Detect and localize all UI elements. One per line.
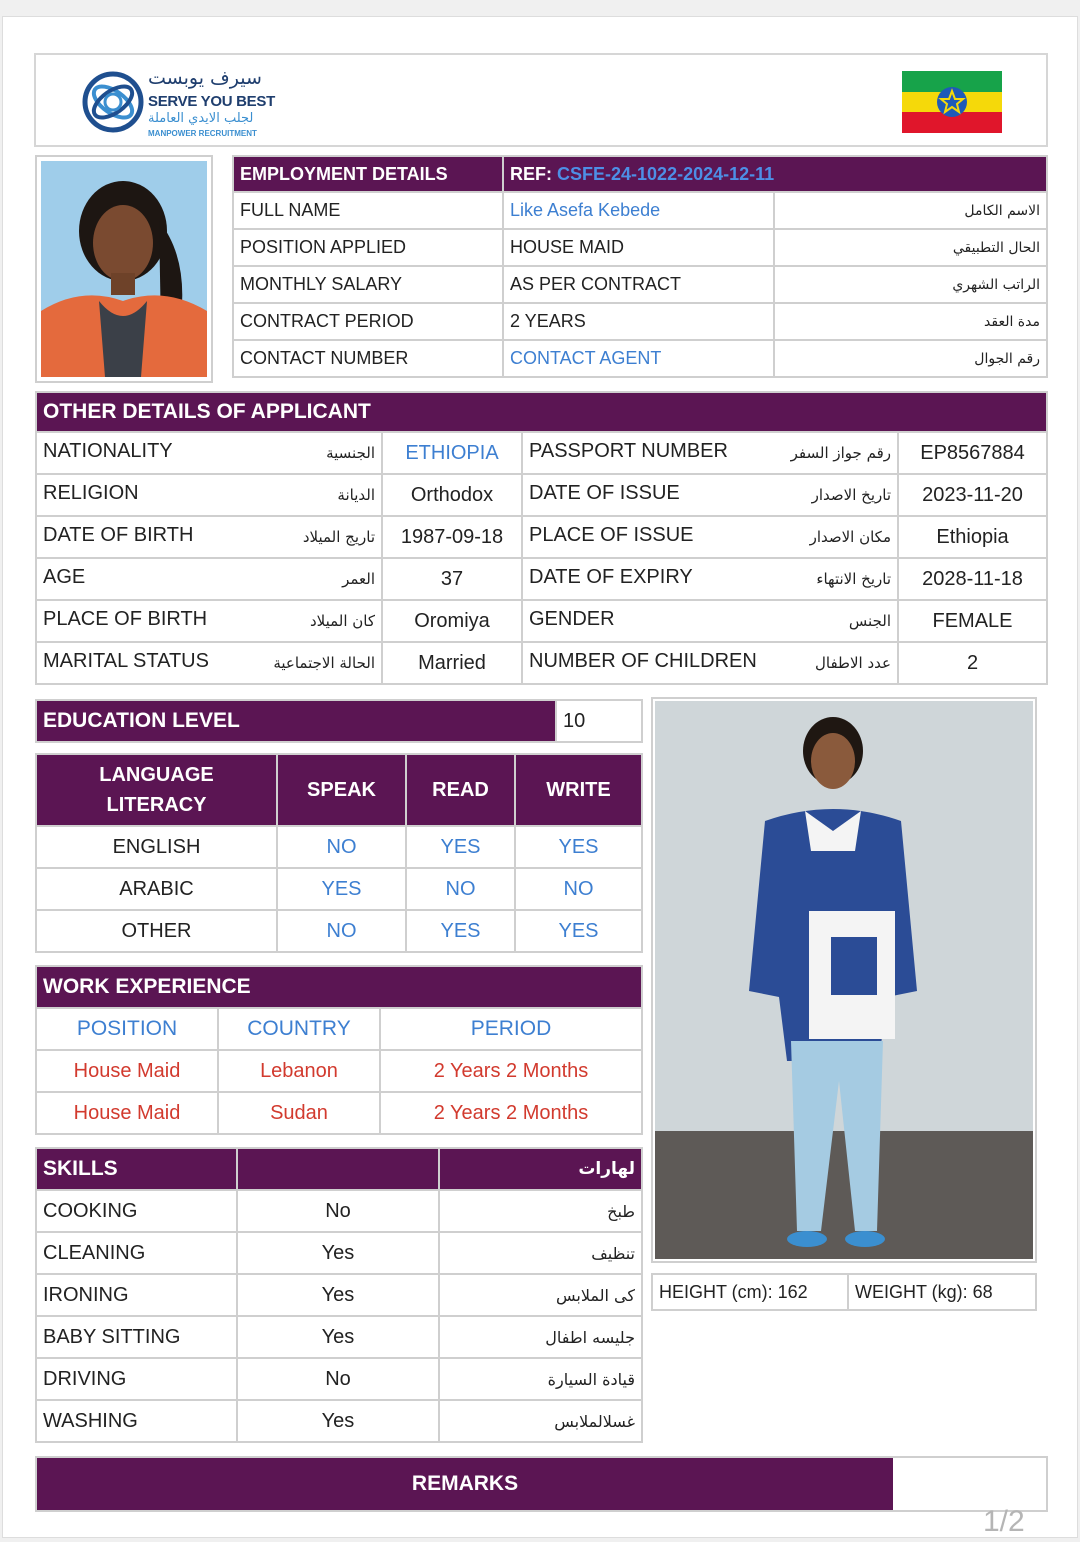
employment-field-arabic-label: الراتب الشهري	[774, 266, 1047, 303]
employment-field-arabic-label: مدة العقد	[774, 303, 1047, 340]
applicant-detail-row	[36, 642, 1047, 684]
work-position: House Maid	[36, 1092, 218, 1134]
employment-field-value: HOUSE MAID	[503, 229, 774, 266]
work-country: Sudan	[218, 1092, 380, 1134]
skill-row	[36, 1274, 642, 1316]
detail-label-text: NUMBER OF CHILDREN	[529, 650, 757, 672]
applicant-detail-row	[36, 432, 1047, 474]
work-experience-row	[36, 1050, 642, 1092]
applicant-detail-row	[36, 516, 1047, 558]
logo-company-name: SERVE YOU BEST	[148, 93, 275, 110]
employment-field-value: AS PER CONTRACT	[503, 266, 774, 303]
detail-label-arabic: الجنسية	[326, 444, 375, 462]
employment-field-label: FULL NAME	[233, 192, 503, 229]
detail-value-left: Orthodox	[382, 474, 522, 516]
detail-label-left	[36, 600, 382, 642]
other-details-table	[35, 391, 1048, 685]
employment-row	[233, 229, 1047, 266]
skill-name: COOKING	[36, 1190, 237, 1232]
detail-label-arabic: الديانة	[337, 486, 375, 504]
ethiopia-flag-icon	[902, 71, 1002, 133]
skill-name: BABY SITTING	[36, 1316, 237, 1358]
document-page	[2, 16, 1078, 1538]
read-column-heading: READ	[406, 754, 515, 826]
language-heading-line2: LITERACY	[106, 794, 207, 816]
work-experience-rows	[36, 1050, 642, 1134]
skill-arabic-name: قيادة السيارة	[439, 1358, 642, 1400]
employment-field-arabic-label: رقم الجوال	[774, 340, 1047, 377]
height-value: HEIGHT (cm): 162	[652, 1274, 848, 1310]
skill-value: No	[237, 1190, 439, 1232]
detail-label-text: PLACE OF ISSUE	[529, 524, 694, 546]
skill-row	[36, 1400, 642, 1442]
skills-heading-arabic: لهارات	[439, 1148, 642, 1190]
detail-value-right: Ethiopia	[898, 516, 1047, 558]
detail-label-arabic: الجنس	[848, 612, 891, 630]
skill-value: Yes	[237, 1400, 439, 1442]
detail-label-text: NATIONALITY	[43, 440, 173, 462]
language-skill-value: NO	[406, 868, 515, 910]
applicant-full-body-photo	[651, 697, 1037, 1263]
language-skill-value: NO	[277, 826, 406, 868]
detail-label-arabic: رقم جواز السفر	[790, 444, 891, 462]
employment-row	[233, 303, 1047, 340]
height-weight-table	[651, 1273, 1037, 1311]
skills-heading: SKILLS	[36, 1148, 237, 1190]
detail-label-right	[522, 432, 898, 474]
period-column-heading: PERIOD	[380, 1008, 642, 1050]
reference-label: REF:	[510, 163, 552, 184]
work-country: Lebanon	[218, 1050, 380, 1092]
work-position: House Maid	[36, 1050, 218, 1092]
language-rows	[36, 826, 642, 952]
detail-label-text: MARITAL STATUS	[43, 650, 209, 672]
language-skill-value: YES	[515, 910, 642, 952]
work-period: 2 Years 2 Months	[380, 1092, 642, 1134]
language-literacy-table	[35, 753, 643, 953]
page-number: 1/2	[983, 1505, 1025, 1538]
employment-field-label: CONTRACT PERIOD	[233, 303, 503, 340]
detail-label-left	[36, 558, 382, 600]
detail-value-right: FEMALE	[898, 600, 1047, 642]
skills-rows	[36, 1190, 642, 1442]
skill-row	[36, 1190, 642, 1232]
education-level-table	[35, 699, 643, 743]
work-experience-row	[36, 1092, 642, 1134]
detail-value-right: 2023-11-20	[898, 474, 1047, 516]
portrait-image	[41, 161, 207, 377]
detail-value-left: Oromiya	[382, 600, 522, 642]
detail-value-right: 2	[898, 642, 1047, 684]
detail-label-text: DATE OF EXPIRY	[529, 566, 693, 588]
detail-label-text: PASSPORT NUMBER	[529, 440, 728, 462]
remarks-heading: REMARKS	[37, 1458, 893, 1510]
language-row	[36, 826, 642, 868]
detail-label-left	[36, 642, 382, 684]
other-details-heading: OTHER DETAILS OF APPLICANT	[36, 392, 1047, 432]
language-skill-value: YES	[406, 910, 515, 952]
employment-details-table	[232, 155, 1048, 378]
detail-label-text: AGE	[43, 566, 86, 588]
detail-label-right	[522, 642, 898, 684]
skill-value: Yes	[237, 1316, 439, 1358]
full-body-image	[655, 701, 1033, 1259]
language-heading-line1: LANGUAGE	[99, 764, 214, 786]
detail-label-arabic: العمر	[342, 570, 375, 588]
skill-name: DRIVING	[36, 1358, 237, 1400]
language-skill-value: YES	[277, 868, 406, 910]
skill-arabic-name: جليسه اطفال	[439, 1316, 642, 1358]
employment-field-value: 2 YEARS	[503, 303, 774, 340]
language-skill-value: NO	[277, 910, 406, 952]
skill-name: IRONING	[36, 1274, 237, 1316]
detail-label-text: PLACE OF BIRTH	[43, 608, 208, 630]
skill-value: No	[237, 1358, 439, 1400]
language-skill-value: YES	[406, 826, 515, 868]
education-level-label: EDUCATION LEVEL	[36, 700, 556, 742]
detail-label-arabic: الحالة الاجتماعية	[273, 654, 375, 672]
skill-name: CLEANING	[36, 1232, 237, 1274]
skill-arabic-name: تنظيف	[439, 1232, 642, 1274]
work-experience-table	[35, 965, 643, 1135]
detail-value-left: ETHIOPIA	[382, 432, 522, 474]
write-column-heading: WRITE	[515, 754, 642, 826]
skill-row	[36, 1232, 642, 1274]
weight-value: WEIGHT (kg): 68	[848, 1274, 1036, 1310]
language-row	[36, 868, 642, 910]
detail-label-text: RELIGION	[43, 482, 139, 504]
header-bar	[34, 53, 1048, 147]
position-column-heading: POSITION	[36, 1008, 218, 1050]
applicant-portrait-photo	[35, 155, 213, 383]
detail-label-arabic: عدد الاطفال	[815, 654, 891, 672]
language-name: ARABIC	[36, 868, 277, 910]
detail-label-arabic: تاريخ الاصدار	[811, 486, 891, 504]
employment-field-arabic-label: الحال التطبيقي	[774, 229, 1047, 266]
skill-value: Yes	[237, 1274, 439, 1316]
detail-label-left	[36, 516, 382, 558]
language-name: ENGLISH	[36, 826, 277, 868]
language-row	[36, 910, 642, 952]
detail-label-text: DATE OF BIRTH	[43, 524, 194, 546]
detail-label-left	[36, 432, 382, 474]
skills-table	[35, 1147, 643, 1443]
detail-label-arabic: كان الميلاد	[309, 612, 375, 630]
skill-value: Yes	[237, 1232, 439, 1274]
detail-label-left	[36, 474, 382, 516]
employment-field-value: CONTACT AGENT	[503, 340, 774, 377]
employment-field-label: POSITION APPLIED	[233, 229, 503, 266]
country-column-heading: COUNTRY	[218, 1008, 380, 1050]
detail-label-right	[522, 516, 898, 558]
employment-details-heading: EMPLOYMENT DETAILS	[233, 156, 503, 192]
skill-row	[36, 1358, 642, 1400]
employment-row	[233, 266, 1047, 303]
reference-cell	[503, 156, 1047, 192]
logo-subtitle: MANPOWER RECRUITMENT	[148, 129, 257, 138]
language-skill-value: NO	[515, 868, 642, 910]
skill-arabic-name: كى الملابس	[439, 1274, 642, 1316]
remarks-box	[35, 1456, 1048, 1512]
employment-rows	[233, 192, 1047, 377]
detail-label-arabic: مكان الاصدار	[809, 528, 891, 546]
employment-field-label: CONTACT NUMBER	[233, 340, 503, 377]
language-literacy-heading	[36, 754, 277, 826]
skill-name: WASHING	[36, 1400, 237, 1442]
detail-value-right: 2028-11-18	[898, 558, 1047, 600]
speak-column-heading: SPEAK	[277, 754, 406, 826]
applicant-detail-row	[36, 474, 1047, 516]
detail-value-left: Married	[382, 642, 522, 684]
applicant-detail-row	[36, 600, 1047, 642]
detail-label-text: GENDER	[529, 608, 615, 630]
skills-heading-blank	[237, 1148, 439, 1190]
language-name: OTHER	[36, 910, 277, 952]
education-level-value: 10	[556, 700, 642, 742]
detail-value-left: 1987-09-18	[382, 516, 522, 558]
reference-number: CSFE-24-1022-2024-12-11	[557, 163, 775, 184]
detail-label-right	[522, 600, 898, 642]
employment-field-label: MONTHLY SALARY	[233, 266, 503, 303]
language-skill-value: YES	[515, 826, 642, 868]
detail-label-right	[522, 474, 898, 516]
applicant-detail-row	[36, 558, 1047, 600]
other-details-rows	[36, 432, 1047, 684]
skill-arabic-name: طبخ	[439, 1190, 642, 1232]
company-logo	[82, 69, 292, 139]
employment-row	[233, 192, 1047, 229]
detail-value-left: 37	[382, 558, 522, 600]
logo-arabic-name: سيرف يوبست	[148, 67, 262, 89]
skill-arabic-name: غسلالملابس	[439, 1400, 642, 1442]
logo-arabic-subtitle: لجلب الايدي العاملة	[148, 111, 254, 126]
employment-field-value: Like Asefa Kebede	[503, 192, 774, 229]
skill-row	[36, 1316, 642, 1358]
detail-label-text: DATE OF ISSUE	[529, 482, 680, 504]
work-experience-heading: WORK EXPERIENCE	[36, 966, 642, 1008]
detail-label-arabic: تاريخ الانتهاء	[816, 570, 891, 588]
detail-label-arabic: تاريج الميلاد	[302, 528, 375, 546]
detail-value-right: EP8567884	[898, 432, 1047, 474]
logo-emblem-icon	[82, 69, 144, 135]
work-period: 2 Years 2 Months	[380, 1050, 642, 1092]
detail-label-right	[522, 558, 898, 600]
employment-field-arabic-label: الاسم الكامل	[774, 192, 1047, 229]
employment-row	[233, 340, 1047, 377]
